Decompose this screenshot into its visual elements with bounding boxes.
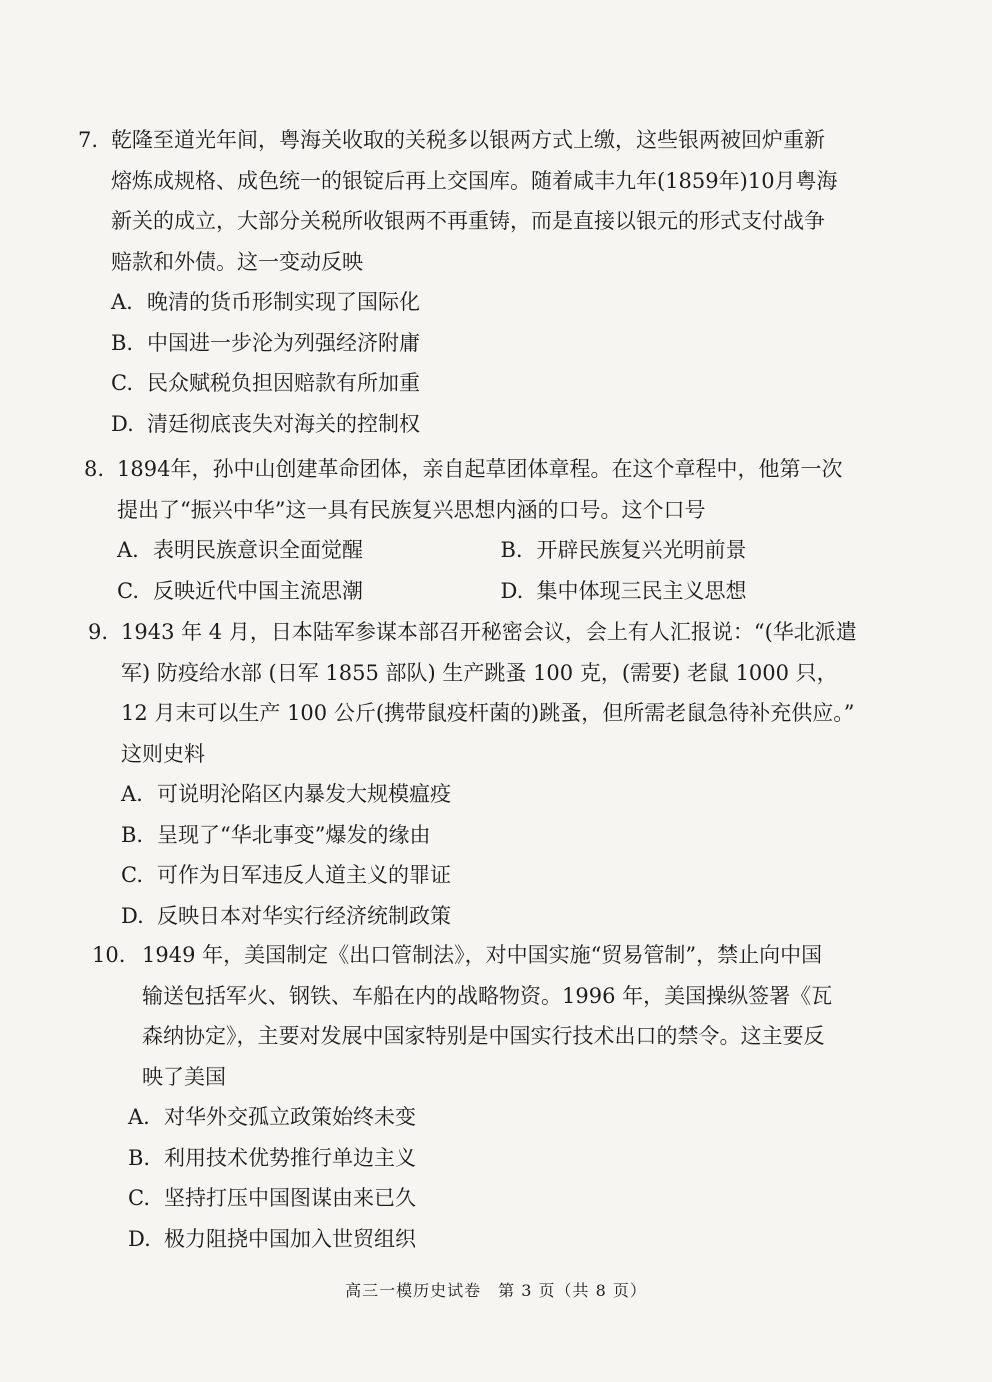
options-row (84, 571, 884, 612)
question-stem-line: 7. 乾隆至道光年间，粤海关收取的关税多以银两方式上缴，这些银两被回炉重新 (78, 120, 878, 161)
question-number: 7. (78, 128, 99, 152)
question-stem-line: 森纳协定》，主要对发展中国家特别是中国实行技术出口的禁令。这主要反 (142, 1024, 825, 1048)
option-a: A. 可说明沦陷区内暴发大规模瘟疫 (121, 782, 451, 806)
option-b: B. 呈现了“华北事变”爆发的缘由 (121, 822, 431, 847)
option-d: D. 极力阻挠中国加入世贸组织 (128, 1226, 416, 1251)
option-c: C. 民众赋税负担因赔款有所加重 (111, 371, 420, 395)
options-row (84, 530, 884, 571)
question-stem-line: 军) 防疫给水部 (日军 1855 部队) 生产跳蚤 100 克，(需要) 老鼠 1000 只， (121, 660, 838, 685)
options-list (78, 282, 878, 444)
question-stem-line: 赔款和外债。这一变动反映 (111, 249, 363, 274)
options-list (92, 1097, 892, 1259)
question-number: 9. (88, 620, 109, 644)
question-8 (84, 449, 884, 611)
option-b: B. 中国进一步沦为列强经济附庸 (111, 330, 420, 355)
option-a: A. 对华外交孤立政策始终未变 (128, 1105, 416, 1129)
option-a: A. 晚清的货币形制实现了国际化 (111, 290, 420, 314)
option-d: D. 清廷彻底丧失对海关的控制权 (111, 411, 420, 436)
question-stem-line: 这则史料 (121, 741, 205, 766)
question-number: 8. (84, 457, 105, 481)
question-stem-line: 新关的成立，大部分关税所收银两不再重铸，而是直接以银元的形式支付战争 (111, 209, 825, 233)
question-stem-line: 提出了“振兴中华”这一具有民族复兴思想内涵的口号。这个口号 (117, 497, 706, 522)
question-number: 10. (92, 943, 126, 967)
question-stem-line: 12 月末可以生产 100 公斤(携带鼠疫杆菌的)跳蚤，但所需老鼠急待补充供应。” (121, 701, 855, 725)
question-stem-line: 熔炼成规格、成色统一的银锭后再上交国库。随着咸丰九年(1859年)10月粤海 (111, 168, 838, 193)
question-10 (92, 935, 892, 1259)
option-b: B. 利用技术优势推行单边主义 (128, 1145, 416, 1170)
option-c: C. 坚持打压中国图谋由来已久 (128, 1186, 416, 1210)
question-stem-line: 8. 1894年，孙中山创建革命团体，亲自起草团体章程。在这个章程中，他第一次 (84, 449, 884, 490)
option-b: B. 开辟民族复兴光明前景 (500, 538, 747, 562)
question-stem-line: 映了美国 (142, 1064, 226, 1089)
question-stem-line: 输送包括军火、钢铁、车船在内的战略物资。1996 年，美国操纵签署《瓦 (142, 983, 833, 1008)
question-stem-line: 9. 1943 年 4 月，日本陆军参谋本部召开秘密会议，会上有人汇报说：“(华北派遣 (88, 612, 888, 653)
question-stem-line: 10. 1949 年，美国制定《出口管制法》，对中国实施“贸易管制”，禁止向中国 (92, 935, 892, 976)
option-d: D. 反映日本对华实行经济统制政策 (121, 903, 451, 928)
option-c: C. 反映近代中国主流思潮 (117, 578, 363, 603)
option-c: C. 可作为日军违反人道主义的罪证 (121, 863, 451, 887)
question-9 (88, 612, 888, 936)
question-7 (78, 120, 878, 444)
option-a: A. 表明民族意识全面觉醒 (117, 538, 363, 562)
option-d: D. 集中体现三民主义思想 (500, 578, 747, 603)
page-footer: 高三一模历史试卷 第 3 页（共 8 页） (345, 1281, 647, 1300)
options-list (88, 774, 888, 936)
